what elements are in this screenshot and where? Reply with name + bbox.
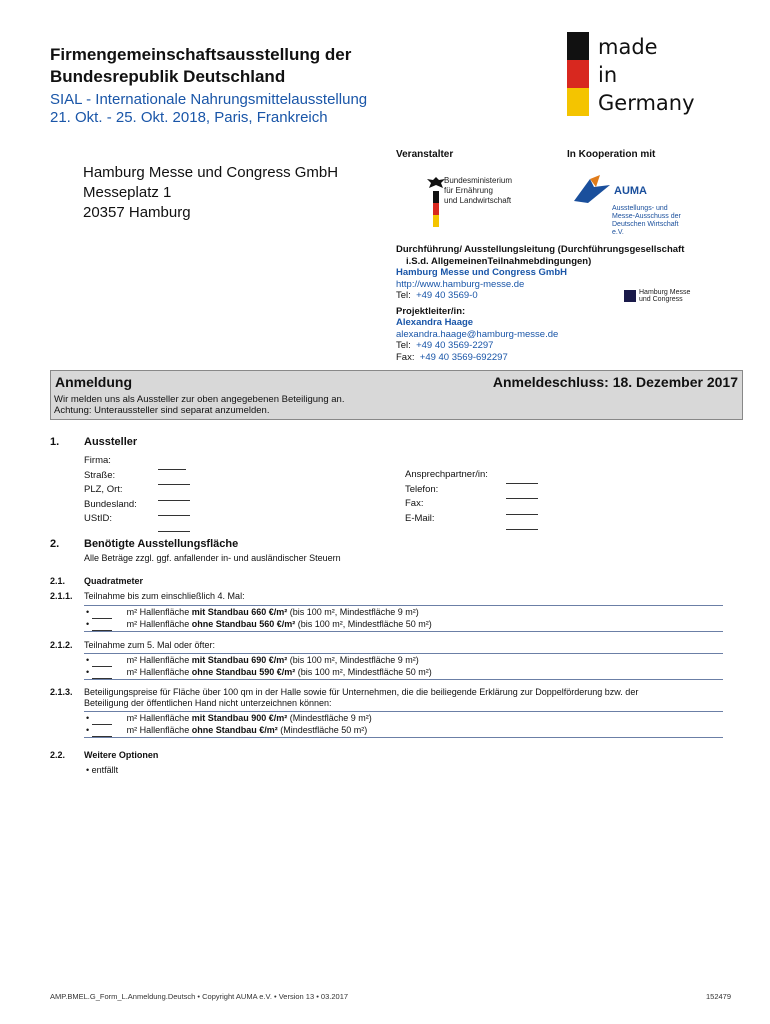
event-name: SIAL - Internationale Nahrungsmittelausstellung [50, 91, 368, 108]
event-dates: 21. Okt. - 25. Okt. 2018, Paris, Frankreich [50, 109, 328, 126]
qm-212-ohne-input[interactable] [92, 667, 112, 679]
firma-input[interactable] [158, 454, 186, 470]
kooperation-label: In Kooperation mit [567, 149, 656, 160]
option-212-mit: • m² Hallenfläche mit Standbau 690 €/m² (bis 100 m², Mindestfläche 9 m²) [86, 655, 419, 665]
registration-deadline: Anmeldeschluss: 18. Dezember 2017 [492, 374, 738, 390]
registration-box: Anmeldung Anmeldeschluss: 18. Dezember 2017 Wir melden uns als Aussteller zur oben angegebenen Beteiligung an. Achtung: Unteraussteller sind separat anzumelden. [50, 370, 743, 420]
made-in-germany-logo: made in Germany [598, 35, 695, 115]
option-213-ohne: • m² Hallenfläche ohne Standbau €/m² (Mindestfläche 50 m²) [86, 725, 368, 735]
qm-212-mit-input[interactable] [92, 655, 112, 667]
ustid-input[interactable] [158, 516, 190, 532]
footer-id: 152479 [706, 992, 732, 1001]
auma-mark-icon [570, 175, 614, 205]
section-aussteller-title: Aussteller [84, 436, 138, 448]
qm-213-ohne-input[interactable] [92, 725, 112, 737]
registration-title: Anmeldung [55, 374, 132, 390]
organizer-url-link[interactable]: http://www.hamburg-messe.de [396, 278, 525, 290]
german-flag-icon [567, 32, 589, 116]
weitere-optionen-title: Weitere Optionen [84, 750, 159, 760]
hamburg-messe-logo: Hamburg Messe und Congress [624, 290, 704, 304]
projektleiter-email-link[interactable]: alexandra.haage@hamburg-messe.de [396, 328, 559, 340]
footer-text: AMP.BMEL.G_Form_L.Anmeldung.Deutsch • Copyright AUMA e.V. • Version 13 • 03.2017 [50, 992, 349, 1001]
fax-input[interactable] [506, 499, 538, 515]
option-211-mit: • m² Hallenfläche mit Standbau 660 €/m² (bis 100 m², Mindestfläche 9 m²) [86, 607, 419, 617]
ansprechpartner-input[interactable] [506, 468, 538, 484]
event-subtitle [50, 91, 470, 127]
section-flaeche-title: Benötigte Ausstellungsfläche [84, 538, 239, 550]
qm-211-ohne-input[interactable] [92, 619, 112, 631]
qm-213-mit-input[interactable] [92, 713, 112, 725]
option-213-mit: • m² Hallenfläche mit Standbau 900 €/m² (Mindestfläche 9 m²) [86, 713, 372, 723]
qm-211-mit-input[interactable] [92, 607, 112, 619]
bundesland-input[interactable] [158, 501, 190, 517]
organizer-address: Hamburg Messe und Congress GmbH Messeplatz 1 20357 Hamburg [83, 164, 339, 221]
plz-ort-input[interactable] [158, 485, 190, 501]
exhibitor-fields-right: Ansprechpartner/in: Telefon: Fax: E-Mail: [405, 469, 488, 524]
organizer-block: Durchführung/ Ausstellungsleitung (Durchführungsgesellschaft i.S.d. AllgemeinenTeilnahmebdingungen) Hamburg Messe und Congress GmbH http://www.hamburg-messe.de Tel: +49 40 3569-0 Projektleiter/in: Alexandra Haage alexandra.haage@hamburg-messe.de Tel: +49 40 3569-2297 Fax: +49 40 3569-692297 [396, 244, 736, 363]
auma-logo: AUMA Ausstellungs- und Messe-Ausschuss der Deutschen Wirtschaft e.V. [570, 173, 690, 233]
option-212-ohne: • m² Hallenfläche ohne Standbau 590 €/m² (bis 100 m², Mindestfläche 50 m²) [86, 667, 432, 677]
option-211-ohne: • m² Hallenfläche ohne Standbau 560 €/m² (bis 100 m², Mindestfläche 50 m²) [86, 619, 432, 629]
email-input[interactable] [506, 515, 538, 531]
telefon-input[interactable] [506, 484, 538, 500]
strasse-input[interactable] [158, 470, 190, 486]
document-title: Firmengemeinschaftsausstellung der Bundesrepublik Deutschland [50, 45, 352, 86]
flag-bars-icon [433, 191, 439, 227]
veranstalter-label: Veranstalter [396, 149, 454, 160]
bmel-logo: Bundesministerium für Ernährung und Landwirtschaft [408, 176, 523, 226]
exhibitor-fields-left: Firma: Straße: PLZ, Ort: Bundesland: UStID: [84, 455, 137, 524]
